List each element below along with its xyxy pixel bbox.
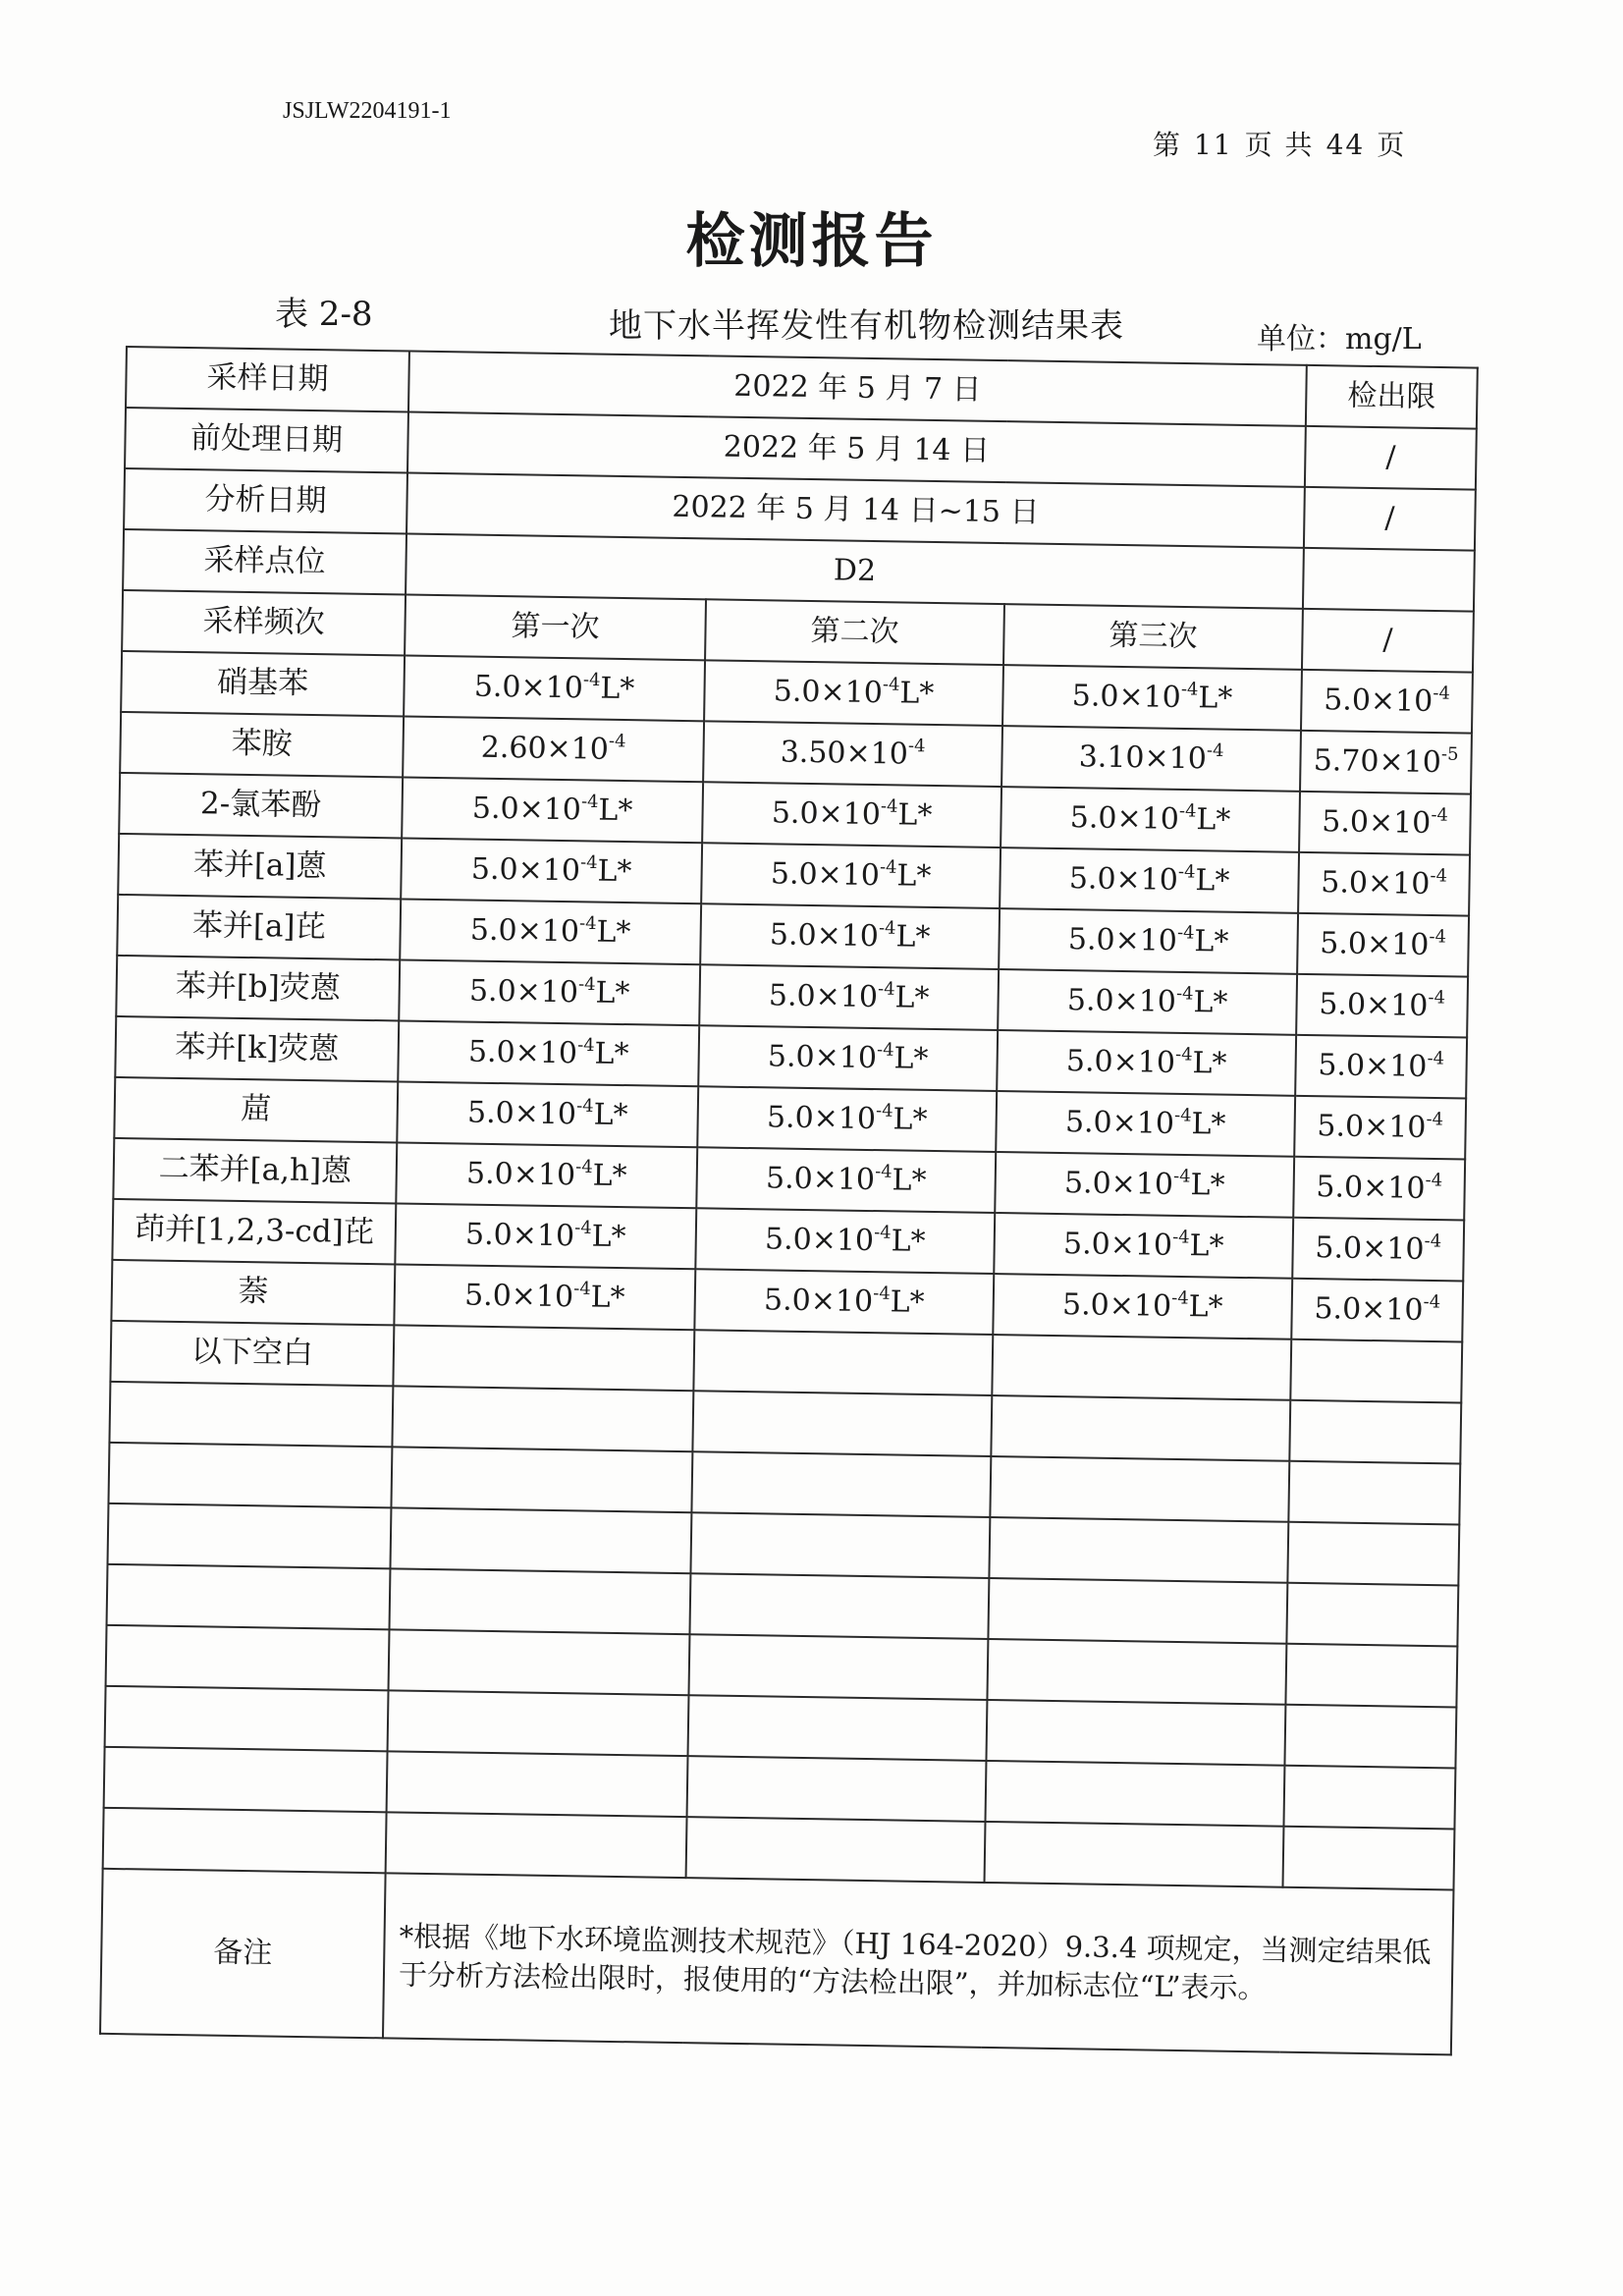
blank-cell [1283,1827,1455,1890]
frequency-col: 第二次 [705,599,1004,665]
value-exponent: -4 [1180,679,1199,700]
result-value [403,716,704,782]
compound-name: 硝基苯 [121,651,405,717]
blank-cell [388,1690,689,1756]
result-value [398,1020,699,1086]
value-exponent: -4 [875,1100,893,1121]
value-mantissa: 5.0×10 [1320,926,1430,962]
result-value [998,969,1297,1035]
value-mantissa: 5.0×10 [470,851,581,889]
unit-label: 单位：mg/L [1257,322,1422,356]
value-mantissa: 3.50×10 [780,735,909,772]
blank-cell [392,1386,693,1451]
value-exponent: -4 [582,669,601,691]
value-flag: L* [1191,1107,1226,1142]
detection-limit [1301,670,1473,734]
notes-row [100,1869,1454,2055]
meta-limit: 检出限 [1306,365,1478,429]
value-mantissa: 5.0×10 [1315,1230,1425,1267]
value-exponent: -4 [1431,804,1449,826]
page-prefix: 第 [1153,129,1183,161]
value-flag: L* [1188,1289,1223,1325]
value-flag: L* [595,975,630,1011]
result-value [993,1274,1292,1339]
blank-cell [992,1335,1291,1400]
value-exponent: -4 [1429,926,1447,948]
result-value [702,782,1001,847]
value-flag: L* [592,1158,627,1194]
frequency-col: 第一次 [405,595,706,661]
value-mantissa: 5.0×10 [768,978,879,1015]
result-value [395,1203,696,1269]
compound-name: 二苯并[a,h]蒽 [113,1138,397,1204]
value-mantissa: 5.0×10 [1316,1170,1426,1206]
value-exponent: -4 [1425,1170,1443,1191]
value-exponent: -4 [1176,922,1195,944]
result-value [999,908,1298,974]
compound-name: 苯并[a]蒽 [118,834,402,900]
meta-value: 2022 年 5 月 14 日~15 日 [406,473,1305,548]
value-flag: L* [892,1163,927,1198]
meta-label: 分析日期 [124,468,407,534]
value-mantissa: 5.0×10 [764,1222,875,1259]
blank-cell [386,1812,687,1878]
value-exponent: -5 [1440,743,1459,765]
value-exponent: -4 [880,795,898,817]
meta-value: 2022 年 5 月 14 日 [407,412,1306,487]
value-mantissa: 5.0×10 [1317,1109,1427,1145]
detection-limit [1300,731,1472,794]
result-value [1000,847,1299,913]
value-exponent: -4 [1178,800,1197,822]
value-exponent: -4 [1428,987,1446,1009]
value-exponent: -4 [1175,983,1194,1005]
blank-cell [109,1382,393,1448]
value-flag: L* [899,676,935,711]
value-flag: L* [896,858,932,894]
result-value [394,1264,695,1330]
compound-name: 䓛 [114,1077,398,1143]
detection-limit [1296,974,1468,1038]
value-flag: L* [893,1102,928,1137]
blank-cell [105,1686,389,1752]
blank-cell [689,1573,989,1639]
blank-cell [108,1443,392,1508]
value-mantissa: 5.0×10 [1071,679,1182,715]
value-exponent: -4 [1172,1166,1191,1187]
value-mantissa: 5.0×10 [1064,1105,1175,1141]
value-mantissa: 5.0×10 [766,1100,877,1137]
blank-cell [387,1751,688,1817]
meta-value: D2 [406,534,1304,609]
compound-name: 茚并[1,2,3-cd]芘 [112,1199,396,1265]
value-mantissa: 5.0×10 [763,1283,874,1320]
value-exponent: -4 [875,1161,893,1182]
detection-limit [1297,913,1469,977]
detection-limit [1298,852,1470,916]
blank-cell [104,1747,388,1813]
notes-text: *根据《地下水环境监测技术规范》（HJ 164-2020）9.3.4 项规定，当测定结果低于分析方法检出限时，报使用的“方法检出限”，并加标志位“L”表示。 [383,1873,1454,2054]
value-flag: L* [596,914,631,951]
value-exponent: -4 [1433,683,1451,704]
value-exponent: -4 [575,1156,593,1177]
value-mantissa: 5.0×10 [471,791,582,828]
value-mantissa: 5.70×10 [1313,743,1442,781]
blank-cell [989,1517,1288,1583]
value-exponent: -4 [873,1283,891,1304]
value-flag: L* [590,1280,625,1316]
value-exponent: -4 [1206,739,1224,762]
result-value [397,1081,698,1147]
value-flag: L* [597,853,632,890]
result-value [996,1091,1295,1157]
blank-cell [688,1695,988,1761]
blank-cell [1283,1766,1455,1830]
value-mantissa: 2.60×10 [480,730,610,767]
result-value [994,1213,1293,1279]
blank-cell [692,1391,992,1456]
blank-cell [991,1395,1290,1461]
blank-cell [987,1639,1286,1705]
result-value [700,903,1000,969]
value-mantissa: 5.0×10 [1323,683,1434,719]
value-mantissa: 5.0×10 [1321,804,1432,841]
value-mantissa: 5.0×10 [1063,1166,1174,1202]
result-value [399,959,700,1025]
value-flag: L* [598,793,633,829]
blank-cell [691,1451,991,1517]
value-exponent: -4 [577,973,596,996]
value-exponent: -4 [1424,1230,1442,1252]
value-mantissa: 5.0×10 [466,1095,577,1132]
value-flag: L* [1196,802,1231,838]
value-mantissa: 5.0×10 [765,1161,876,1198]
blank-cell [1287,1522,1459,1586]
value-exponent: -4 [1423,1291,1441,1313]
results-table-body [100,347,1478,2054]
value-mantissa: 5.0×10 [1062,1227,1173,1263]
meta-limit [1303,548,1475,612]
result-value [699,964,999,1030]
blank-cell [390,1507,691,1573]
result-value [694,1269,994,1335]
result-value [703,721,1002,787]
value-mantissa: 5.0×10 [1065,1044,1176,1080]
result-value [695,1208,995,1274]
compound-name: 2-氯苯酚 [119,773,403,839]
blank-cell [1288,1461,1460,1525]
compound-name: 苯并[k]荧蒽 [115,1016,399,1082]
value-flag: L* [894,980,930,1015]
detection-limit [1293,1157,1465,1221]
meta-limit: / [1304,487,1476,551]
value-flag: L* [591,1219,626,1255]
value-flag: L* [1189,1229,1224,1264]
value-exponent: -4 [1171,1287,1189,1309]
value-flag: L* [1194,924,1229,959]
value-exponent: -4 [878,917,896,939]
value-exponent: -4 [574,1217,592,1238]
value-exponent: -4 [576,1095,594,1117]
value-mantissa: 5.0×10 [1068,861,1179,898]
detection-limit [1294,1096,1466,1160]
value-exponent: -4 [874,1222,892,1243]
value-mantissa: 5.0×10 [464,1217,575,1254]
blank-cell [690,1512,990,1578]
result-value [402,777,703,843]
frequency-col: 第三次 [1003,604,1303,670]
value-mantissa: 5.0×10 [1061,1287,1172,1324]
value-mantissa: 5.0×10 [1066,983,1177,1019]
detection-limit [1295,1035,1467,1099]
result-value [400,899,701,964]
result-value [396,1142,697,1208]
value-flag: L* [1193,985,1228,1020]
result-value [404,656,705,722]
blank-label: 以下空白 [110,1321,394,1387]
value-mantissa: 5.0×10 [767,1039,878,1076]
value-exponent: -4 [907,735,926,757]
value-flag: L* [594,1036,629,1072]
value-exponent: -4 [580,791,599,813]
value-flag: L* [1198,681,1233,716]
blank-cell [1286,1583,1458,1647]
meta-label: 采样点位 [123,529,406,595]
value-exponent: -4 [879,856,897,878]
value-flag: L* [1190,1168,1225,1203]
blank-cell [990,1456,1289,1522]
blank-cell [1284,1705,1456,1769]
value-mantissa: 5.0×10 [465,1156,576,1193]
result-value [697,1086,997,1152]
blank-cell [389,1629,690,1695]
blank-cell [686,1817,986,1883]
page-mid: 页 共 [1244,129,1315,161]
report-title: 检测报告 [685,207,938,276]
results-table [99,346,1479,2055]
blank-cell [389,1568,690,1634]
value-exponent: -4 [608,731,626,752]
result-value [401,838,702,903]
meta-label: 采样日期 [126,347,409,412]
value-flag: L* [593,1097,628,1133]
result-value [704,660,1003,726]
value-mantissa: 3.10×10 [1078,739,1208,777]
blank-cell [688,1634,988,1700]
result-value [1002,665,1302,731]
result-value [1001,787,1300,852]
blank-cell [693,1330,993,1395]
compound-name: 苯胺 [120,712,404,778]
blank-cell [103,1808,387,1874]
blank-cell [391,1447,692,1512]
table-number: 表 2-8 [275,295,373,334]
meta-limit: / [1305,426,1477,490]
value-mantissa: 5.0×10 [1318,1048,1428,1084]
value-flag: L* [891,1224,926,1259]
blank-cell [108,1503,392,1569]
blank-cell [393,1325,694,1391]
document-id: JSJLW2204191-1 [283,98,452,124]
value-exponent: -4 [579,851,598,874]
value-exponent: -4 [876,1039,894,1061]
value-mantissa: 5.0×10 [1314,1291,1424,1328]
blank-cell [1285,1644,1457,1708]
notes-label: 备注 [100,1869,386,2039]
blank-cell [986,1761,1285,1827]
meta-value: 2022 年 5 月 7 日 [408,352,1307,426]
blank-cell [1289,1400,1461,1464]
value-mantissa: 5.0×10 [467,1034,578,1071]
value-flag: L* [890,1285,925,1320]
value-mantissa: 5.0×10 [1069,800,1180,837]
value-exponent: -4 [1427,1048,1445,1069]
value-mantissa: 5.0×10 [469,912,580,950]
result-value [1001,726,1301,792]
result-value [701,843,1001,908]
frequency-limit: / [1302,609,1474,673]
value-exponent: -4 [1173,1105,1192,1126]
blank-cell [1290,1339,1462,1403]
table-caption: 地下水半挥发性有机物检测结果表 [609,306,1124,346]
detection-limit [1292,1218,1464,1282]
blank-cell [687,1756,987,1822]
value-mantissa: 5.0×10 [773,674,884,711]
page-total: 44 [1325,129,1366,161]
page-number [1147,124,1412,163]
value-mantissa: 5.0×10 [769,917,880,955]
result-value [698,1025,998,1091]
value-exponent: -4 [1172,1227,1190,1248]
result-value [995,1152,1294,1218]
value-flag: L* [893,1041,929,1076]
value-exponent: -4 [1177,861,1196,883]
value-mantissa: 5.0×10 [468,973,579,1011]
result-value [997,1030,1296,1096]
detection-limit [1299,792,1471,855]
compound-name: 苯并[b]荧蒽 [116,956,400,1021]
compound-name: 苯并[a]芘 [117,895,401,960]
blank-cell [985,1822,1284,1887]
value-exponent: -4 [573,1278,591,1299]
value-exponent: -4 [1430,865,1448,887]
value-mantissa: 5.0×10 [1321,865,1431,902]
blank-cell [986,1700,1285,1766]
value-mantissa: 5.0×10 [473,669,584,706]
page-suffix: 页 [1377,129,1407,161]
meta-label: 前处理日期 [125,408,408,473]
result-value [696,1147,996,1213]
value-exponent: -4 [1426,1109,1444,1130]
compound-name: 萘 [111,1260,395,1326]
page-current: 11 [1194,129,1233,161]
value-mantissa: 5.0×10 [1067,922,1178,958]
value-mantissa: 5.0×10 [771,795,882,833]
value-exponent: -4 [1174,1044,1193,1066]
value-flag: L* [1195,863,1230,899]
value-exponent: -4 [578,912,597,935]
value-mantissa: 5.0×10 [1319,987,1429,1023]
value-flag: L* [600,671,635,707]
value-mantissa: 5.0×10 [770,856,881,894]
value-exponent: -4 [882,674,900,695]
detection-limit [1291,1279,1463,1342]
frequency-label: 采样频次 [122,590,406,656]
value-exponent: -4 [877,978,895,1000]
value-flag: L* [897,797,933,833]
value-flag: L* [895,919,931,955]
blank-cell [106,1625,390,1691]
value-exponent: -4 [576,1034,595,1056]
blank-cell [107,1564,391,1630]
blank-cell [988,1578,1287,1644]
value-flag: L* [1192,1046,1227,1081]
value-mantissa: 5.0×10 [463,1278,574,1315]
